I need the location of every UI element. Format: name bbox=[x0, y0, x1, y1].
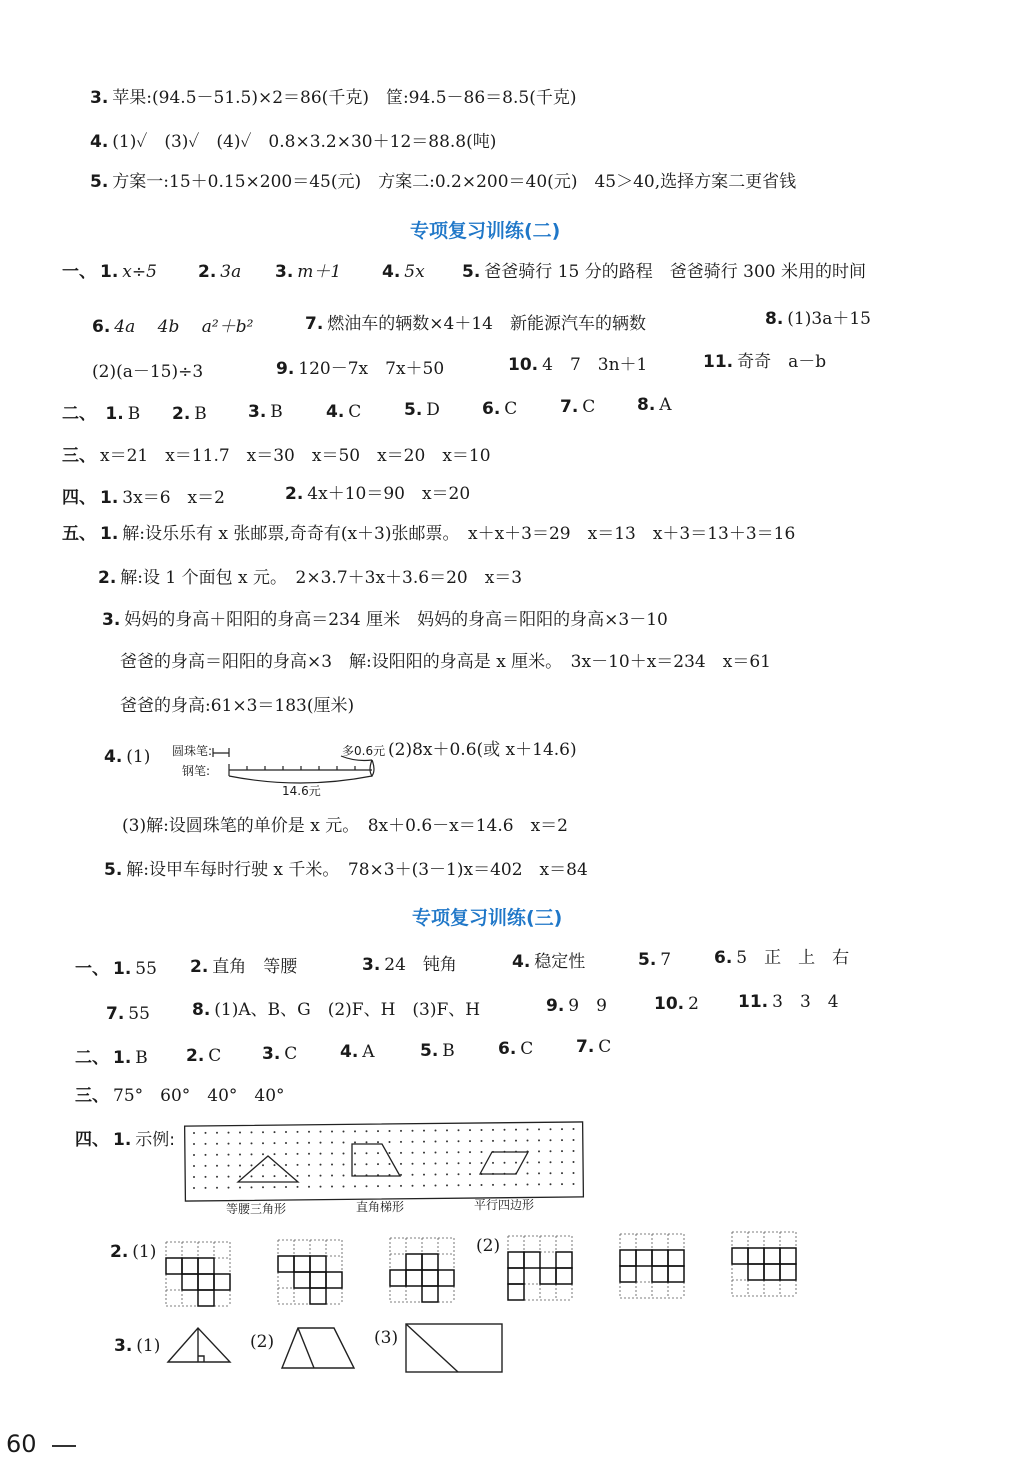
s3-si-q1: 四、 1. 示例: bbox=[75, 1130, 176, 1150]
s3-si-q3: 3. (1) bbox=[114, 1336, 161, 1356]
s2-er-5: 5. D bbox=[404, 400, 440, 420]
page-number-rule bbox=[52, 1445, 76, 1447]
s2-si-q2: 2. 4x＋10＝90 x＝20 bbox=[285, 484, 471, 504]
s2-wu-q4-part2: (2)8x＋0.6(或 x＋14.6) bbox=[388, 740, 577, 760]
s2-yi-q4: 4. 5x bbox=[382, 262, 425, 282]
more-label: 多0.6元 bbox=[342, 744, 386, 758]
s2-er-2: 2. B bbox=[172, 404, 207, 424]
s2-yi-q8b: (2)(a－15)÷3 bbox=[92, 362, 204, 382]
s2-wu-q3a: 3. 妈妈的身高＋阳阳的身高＝234 厘米 妈妈的身高＝阳阳的身高×3－10 bbox=[102, 610, 668, 630]
s3-yi-q2: 2. 直角 等腰 bbox=[190, 957, 298, 977]
total-label: 14.6元 bbox=[282, 784, 321, 798]
answer-line-5: 5. 方案一:15＋0.15×200＝45(元) 方案二:0.2×200＝40(元) 45＞40,选择方案二更省钱 bbox=[90, 172, 797, 192]
s2-er-7: 7. C bbox=[560, 397, 596, 417]
s3-er-5: 5. B bbox=[420, 1041, 455, 1061]
s2-yi-q7: 7. 燃油车的辆数×4＋14 新能源汽车的辆数 bbox=[305, 314, 646, 334]
s2-wu-q4-part3: (3)解:设圆珠笔的单价是 x 元。 8x＋0.6－x＝14.6 x＝2 bbox=[122, 816, 568, 836]
s3-yi-q1: 一、 1. 55 bbox=[75, 959, 157, 979]
s3-yi-q10: 10. 2 bbox=[654, 994, 699, 1014]
section-heading-3: 专项复习训练(三) bbox=[412, 907, 563, 929]
caption-isosceles-triangle: 等腰三角形 bbox=[226, 1202, 287, 1216]
caption-right-trapezoid: 直角梯形 bbox=[356, 1200, 405, 1214]
s2-wu-q4-num: 4. (1) bbox=[104, 747, 151, 767]
s3-er-2: 2. C bbox=[186, 1046, 222, 1066]
s3-yi-q8: 8. (1)A、B、G (2)F、H (3)F、H bbox=[192, 1000, 481, 1020]
s2-yi-q5: 5. 爸爸骑行 15 分的路程 爸爸骑行 300 米用的时间 bbox=[462, 262, 866, 282]
s3-yi-q3: 3. 24 钝角 bbox=[362, 955, 457, 975]
s3-er-7: 7. C bbox=[576, 1037, 612, 1057]
s2-wu-q3c: 爸爸的身高:61×3＝183(厘米) bbox=[120, 696, 355, 716]
s3-yi-q11: 11. 3 3 4 bbox=[738, 992, 839, 1012]
pen-label: 圆珠笔: bbox=[172, 744, 213, 758]
caption-parallelogram: 平行四边形 bbox=[474, 1198, 535, 1212]
answer-line-3: 3. 苹果:(94.5－51.5)×2＝86(千克) 筐:94.5－86＝8.5(千克) bbox=[90, 88, 577, 108]
s2-wu-q1: 五、 1. 解:设乐乐有 x 张邮票,奇奇有(x＋3)张邮票。 x＋x＋3＝29 x＝13 x＋3＝13＋3＝16 bbox=[62, 524, 796, 544]
s3-er-4: 4. A bbox=[340, 1042, 375, 1062]
s3-yi-q9: 9. 9 9 bbox=[546, 996, 607, 1016]
s2-er-6: 6. C bbox=[482, 399, 518, 419]
s3-yi-q5: 5. 7 bbox=[638, 950, 672, 970]
s2-er-8: 8. A bbox=[637, 395, 672, 415]
s3-er-6: 6. C bbox=[498, 1039, 534, 1059]
s3-er-3: 3. C bbox=[262, 1044, 298, 1064]
s3-san-line: 三、 75° 60° 40° 40° bbox=[75, 1086, 285, 1106]
answer-line-4: 4. (1)✓ (3)✓ (4)✓ 0.8×3.2×30＋12＝88.8(吨) bbox=[90, 132, 497, 152]
s2-yi-q11: 11. 奇奇 a－b bbox=[703, 352, 827, 372]
s2-er-line: 二、 1. B bbox=[62, 404, 141, 424]
s2-yi-q2: 2. 3a bbox=[198, 262, 242, 282]
s3-yi-q4: 4. 稳定性 bbox=[512, 952, 586, 972]
s3-si-q3-part2: (2) bbox=[250, 1332, 275, 1352]
s2-yi-q3: 3. m＋1 bbox=[275, 262, 342, 282]
section-heading-2: 专项复习训练(二) bbox=[410, 220, 561, 242]
s2-si-line: 四、 1. 3x＝6 x＝2 bbox=[62, 488, 225, 508]
s2-er-4: 4. C bbox=[326, 402, 362, 422]
s3-er-1: 二、 1. B bbox=[75, 1048, 148, 1068]
s3-si-q2: 2. (1) bbox=[110, 1242, 157, 1262]
s2-yi-line-1: 一、 1. x÷5 bbox=[62, 262, 157, 282]
rectangle-cut bbox=[406, 1324, 502, 1372]
s2-yi-q9: 9. 120－7x 7x＋50 bbox=[276, 359, 445, 379]
s2-yi-q8: 8. (1)3a＋15 bbox=[765, 309, 871, 329]
s3-yi-q7: 7. 55 bbox=[106, 1004, 150, 1024]
steel-pen-label: 钢笔: bbox=[182, 764, 211, 778]
s2-wu-q2: 2. 解:设 1 个面包 x 元。 2×3.7＋3x＋3.6＝20 x＝3 bbox=[98, 568, 523, 588]
s2-yi-q10: 10. 4 7 3n＋1 bbox=[508, 355, 648, 375]
triangle-with-height bbox=[168, 1328, 230, 1362]
s2-san-line: 三、 x＝21 x＝11.7 x＝30 x＝50 x＝20 x＝10 bbox=[62, 446, 491, 466]
page-number: 60 bbox=[6, 1430, 37, 1458]
s2-yi-q6: 6. 4a 4b a²＋b² bbox=[92, 317, 254, 337]
s2-er-3: 3. B bbox=[248, 402, 283, 422]
s2-wu-q3b: 爸爸的身高＝阳阳的身高×3 解:设阳阳的身高是 x 厘米。 3x－10＋x＝234 x＝61 bbox=[120, 652, 771, 672]
trapezoid-cut bbox=[282, 1328, 354, 1368]
s3-si-q3-part3: (3) bbox=[374, 1328, 399, 1348]
s3-si-q2-part2: (2) bbox=[476, 1236, 501, 1256]
s2-wu-q5: 5. 解:设甲车每时行驶 x 千米。 78×3＋(3－1)x＝402 x＝84 bbox=[104, 860, 588, 880]
s3-yi-q6: 6. 5 正 上 右 bbox=[714, 948, 850, 968]
